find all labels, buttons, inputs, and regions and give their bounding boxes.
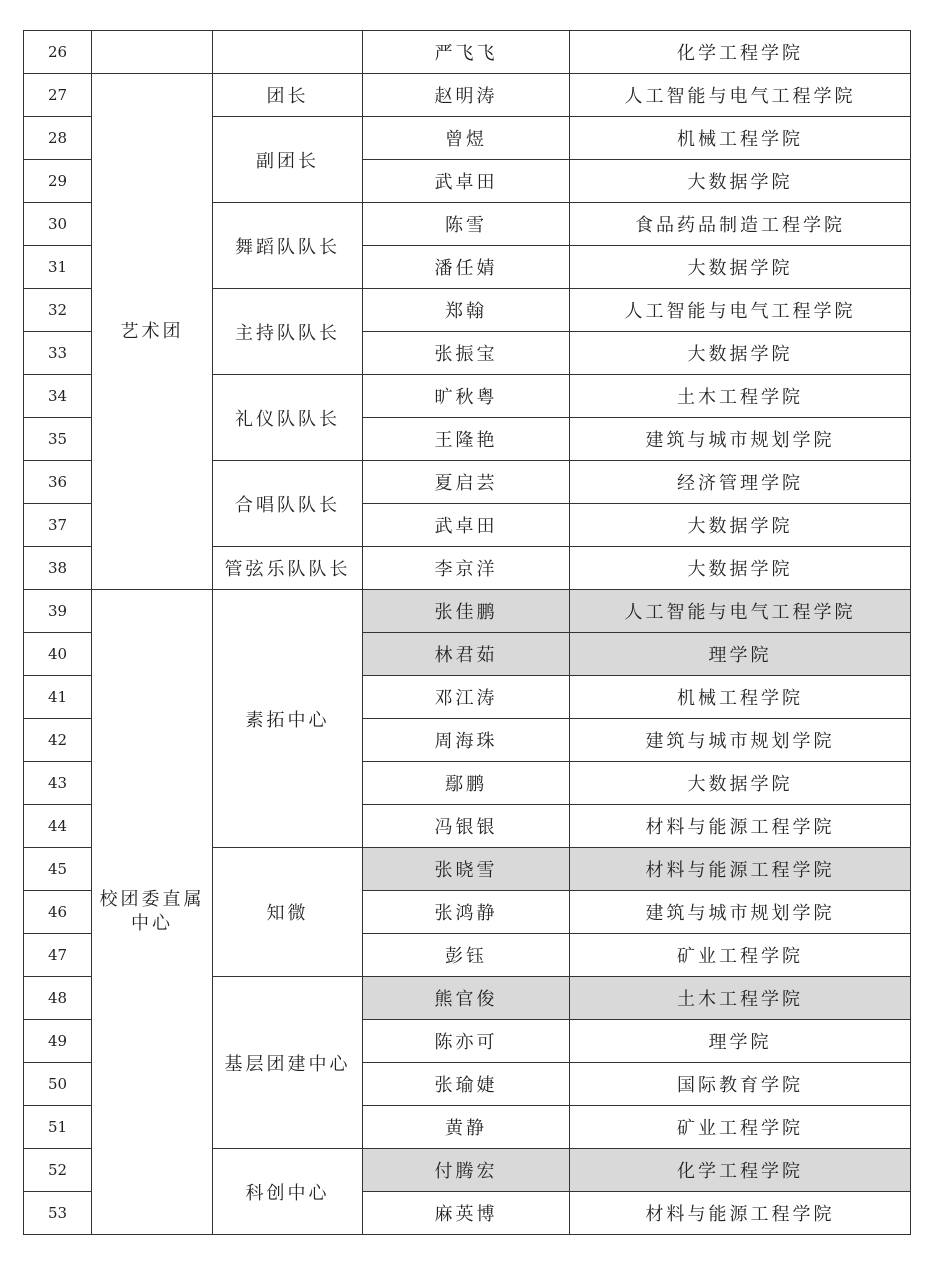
member-name: 付腾宏	[363, 1149, 570, 1192]
row-number: 35	[24, 418, 92, 461]
row-number: 32	[24, 289, 92, 332]
row-number: 27	[24, 74, 92, 117]
member-college: 人工智能与电气工程学院	[570, 590, 911, 633]
position-cell: 主持队队长	[213, 289, 363, 375]
member-college: 理学院	[570, 1020, 911, 1063]
position-cell: 素拓中心	[213, 590, 363, 848]
member-college: 大数据学院	[570, 762, 911, 805]
member-college: 化学工程学院	[570, 1149, 911, 1192]
member-college: 机械工程学院	[570, 117, 911, 160]
member-name: 林君茹	[363, 633, 570, 676]
member-college: 材料与能源工程学院	[570, 805, 911, 848]
member-college: 建筑与城市规划学院	[570, 891, 911, 934]
member-name: 陈雪	[363, 203, 570, 246]
member-college: 矿业工程学院	[570, 934, 911, 977]
member-college: 经济管理学院	[570, 461, 911, 504]
row-number: 48	[24, 977, 92, 1020]
member-college: 化学工程学院	[570, 31, 911, 74]
member-name: 陈亦可	[363, 1020, 570, 1063]
row-number: 53	[24, 1192, 92, 1235]
row-number: 51	[24, 1106, 92, 1149]
member-name: 赵明涛	[363, 74, 570, 117]
member-college: 材料与能源工程学院	[570, 848, 911, 891]
row-number: 43	[24, 762, 92, 805]
position-cell: 合唱队队长	[213, 461, 363, 547]
member-college: 大数据学院	[570, 547, 911, 590]
member-college: 土木工程学院	[570, 977, 911, 1020]
member-name: 张振宝	[363, 332, 570, 375]
row-number: 39	[24, 590, 92, 633]
row-number: 37	[24, 504, 92, 547]
member-name: 麻英博	[363, 1192, 570, 1235]
member-college: 食品药品制造工程学院	[570, 203, 911, 246]
member-name: 郑翰	[363, 289, 570, 332]
position-cell: 知微	[213, 848, 363, 977]
member-college: 材料与能源工程学院	[570, 1192, 911, 1235]
member-name: 张晓雪	[363, 848, 570, 891]
group-label-line-1: 校团委直属	[99, 889, 205, 910]
member-college: 矿业工程学院	[570, 1106, 911, 1149]
member-college: 国际教育学院	[570, 1063, 911, 1106]
row-number: 47	[24, 934, 92, 977]
member-college: 大数据学院	[570, 332, 911, 375]
member-college: 大数据学院	[570, 160, 911, 203]
position-cell: 管弦乐队队长	[213, 547, 363, 590]
member-name: 严飞飞	[363, 31, 570, 74]
member-college: 土木工程学院	[570, 375, 911, 418]
position-cell-empty	[213, 31, 363, 74]
member-name: 王隆艳	[363, 418, 570, 461]
member-name: 周海珠	[363, 719, 570, 762]
member-name: 李京洋	[363, 547, 570, 590]
member-college: 大数据学院	[570, 246, 911, 289]
row-number: 30	[24, 203, 92, 246]
member-college: 建筑与城市规划学院	[570, 418, 911, 461]
member-name: 旷秋粤	[363, 375, 570, 418]
row-number: 49	[24, 1020, 92, 1063]
row-number: 28	[24, 117, 92, 160]
member-name: 潘任婧	[363, 246, 570, 289]
table-row-highlighted	[24, 590, 911, 633]
row-number: 42	[24, 719, 92, 762]
member-name: 冯银银	[363, 805, 570, 848]
table-row	[24, 31, 911, 74]
member-name: 黄静	[363, 1106, 570, 1149]
member-name: 武卓田	[363, 504, 570, 547]
position-cell: 基层团建中心	[213, 977, 363, 1149]
member-name: 夏启芸	[363, 461, 570, 504]
row-number: 41	[24, 676, 92, 719]
group-art-troupe: 艺术团	[92, 74, 213, 590]
row-number: 45	[24, 848, 92, 891]
row-number: 44	[24, 805, 92, 848]
position-cell: 礼仪队队长	[213, 375, 363, 461]
position-cell: 团长	[213, 74, 363, 117]
member-college: 大数据学院	[570, 504, 911, 547]
member-name: 彭钰	[363, 934, 570, 977]
row-number: 36	[24, 461, 92, 504]
member-college: 人工智能与电气工程学院	[570, 74, 911, 117]
member-name: 曾煜	[363, 117, 570, 160]
member-name: 张佳鹏	[363, 590, 570, 633]
row-number: 29	[24, 160, 92, 203]
member-name: 邓江涛	[363, 676, 570, 719]
row-number: 38	[24, 547, 92, 590]
table-row	[24, 74, 911, 117]
member-college: 理学院	[570, 633, 911, 676]
roster-table	[23, 30, 911, 1235]
row-number: 50	[24, 1063, 92, 1106]
row-number: 52	[24, 1149, 92, 1192]
row-number: 26	[24, 31, 92, 74]
member-name: 张瑜婕	[363, 1063, 570, 1106]
member-name: 张鸿静	[363, 891, 570, 934]
row-number: 33	[24, 332, 92, 375]
position-cell: 科创中心	[213, 1149, 363, 1235]
member-name: 鄢鹏	[363, 762, 570, 805]
member-college: 机械工程学院	[570, 676, 911, 719]
member-name: 熊官俊	[363, 977, 570, 1020]
position-cell: 舞蹈队队长	[213, 203, 363, 289]
group-cell-empty	[92, 31, 213, 74]
member-college: 建筑与城市规划学院	[570, 719, 911, 762]
group-direct-centers	[92, 590, 213, 1235]
row-number: 31	[24, 246, 92, 289]
row-number: 40	[24, 633, 92, 676]
member-name: 武卓田	[363, 160, 570, 203]
member-college: 人工智能与电气工程学院	[570, 289, 911, 332]
row-number: 46	[24, 891, 92, 934]
group-label-line-2: 中心	[131, 913, 173, 934]
row-number: 34	[24, 375, 92, 418]
position-cell: 副团长	[213, 117, 363, 203]
